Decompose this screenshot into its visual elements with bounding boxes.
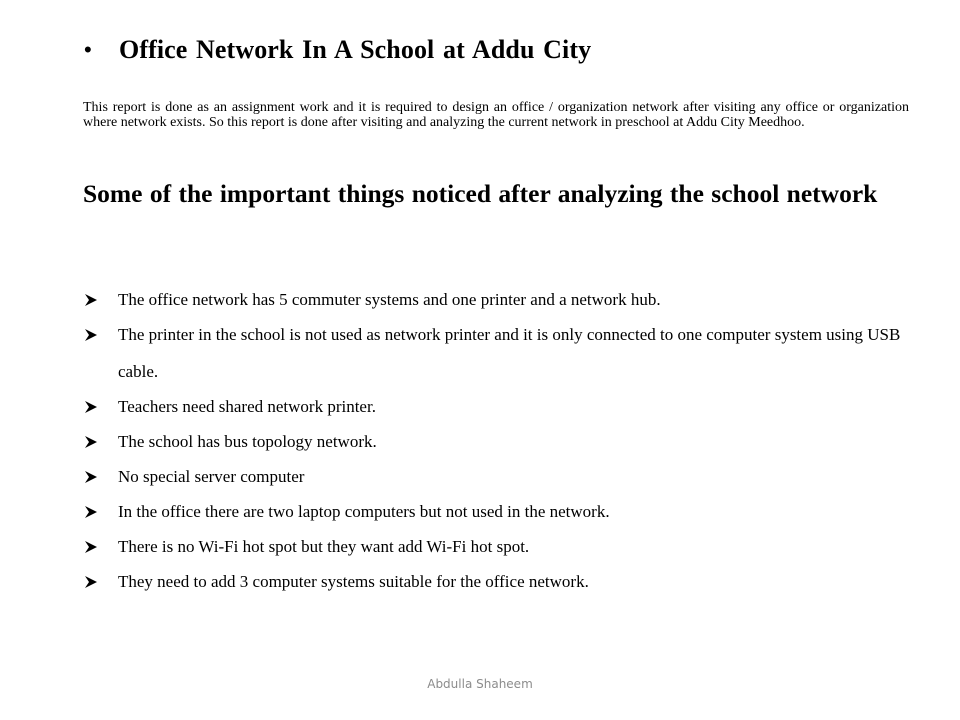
arrow-bullet-icon	[83, 393, 118, 421]
list-item-text: They need to add 3 computer systems suitable for the office network.	[118, 572, 589, 591]
arrow-bullet-icon	[83, 498, 118, 526]
slide-title: Office Network In A School at Addu City	[119, 35, 592, 64]
footer-author: Abdulla Shaheem	[427, 677, 533, 691]
arrow-bullet-icon	[83, 286, 118, 314]
arrow-bullet-icon	[83, 568, 118, 596]
arrow-bullet-icon	[83, 533, 118, 561]
arrow-bullet-icon	[83, 428, 118, 456]
list-item	[83, 568, 903, 600]
arrow-bullet-icon	[83, 463, 118, 491]
list-item	[83, 393, 903, 425]
list-item-text: There is no Wi-Fi hot spot but they want add Wi-Fi hot spot.	[118, 537, 530, 556]
list-item	[83, 533, 903, 565]
arrow-bullet-icon	[83, 321, 118, 349]
list-item-text: The school has bus topology network.	[118, 432, 377, 451]
bullet-icon: •	[84, 37, 92, 62]
list-item	[83, 428, 903, 460]
list-item-text: The printer in the school is not used as network printer and it is only connected to one computer system using USB cable.	[118, 325, 901, 381]
list-item	[83, 321, 903, 390]
list-item-text: The office network has 5 commuter systems and one printer and a network hub.	[118, 290, 661, 309]
list-item	[83, 463, 903, 495]
list-item-text: In the office there are two laptop computers but not used in the network.	[118, 502, 610, 521]
findings-list	[83, 286, 903, 603]
list-item	[83, 498, 903, 530]
list-item	[83, 286, 903, 318]
title-row	[84, 30, 591, 70]
section-heading: Some of the important things noticed after analyzing the school network	[83, 179, 878, 208]
intro-paragraph: This report is done as an assignment work and it is required to design an office / organization network after visiting any office or organization where network exists. So this report is done after visiting and analyzing the current network in preschool at Addu City Meedhoo.	[83, 100, 909, 130]
list-item-text: Teachers need shared network printer.	[118, 397, 376, 416]
list-item-text: No special server computer	[118, 467, 305, 486]
